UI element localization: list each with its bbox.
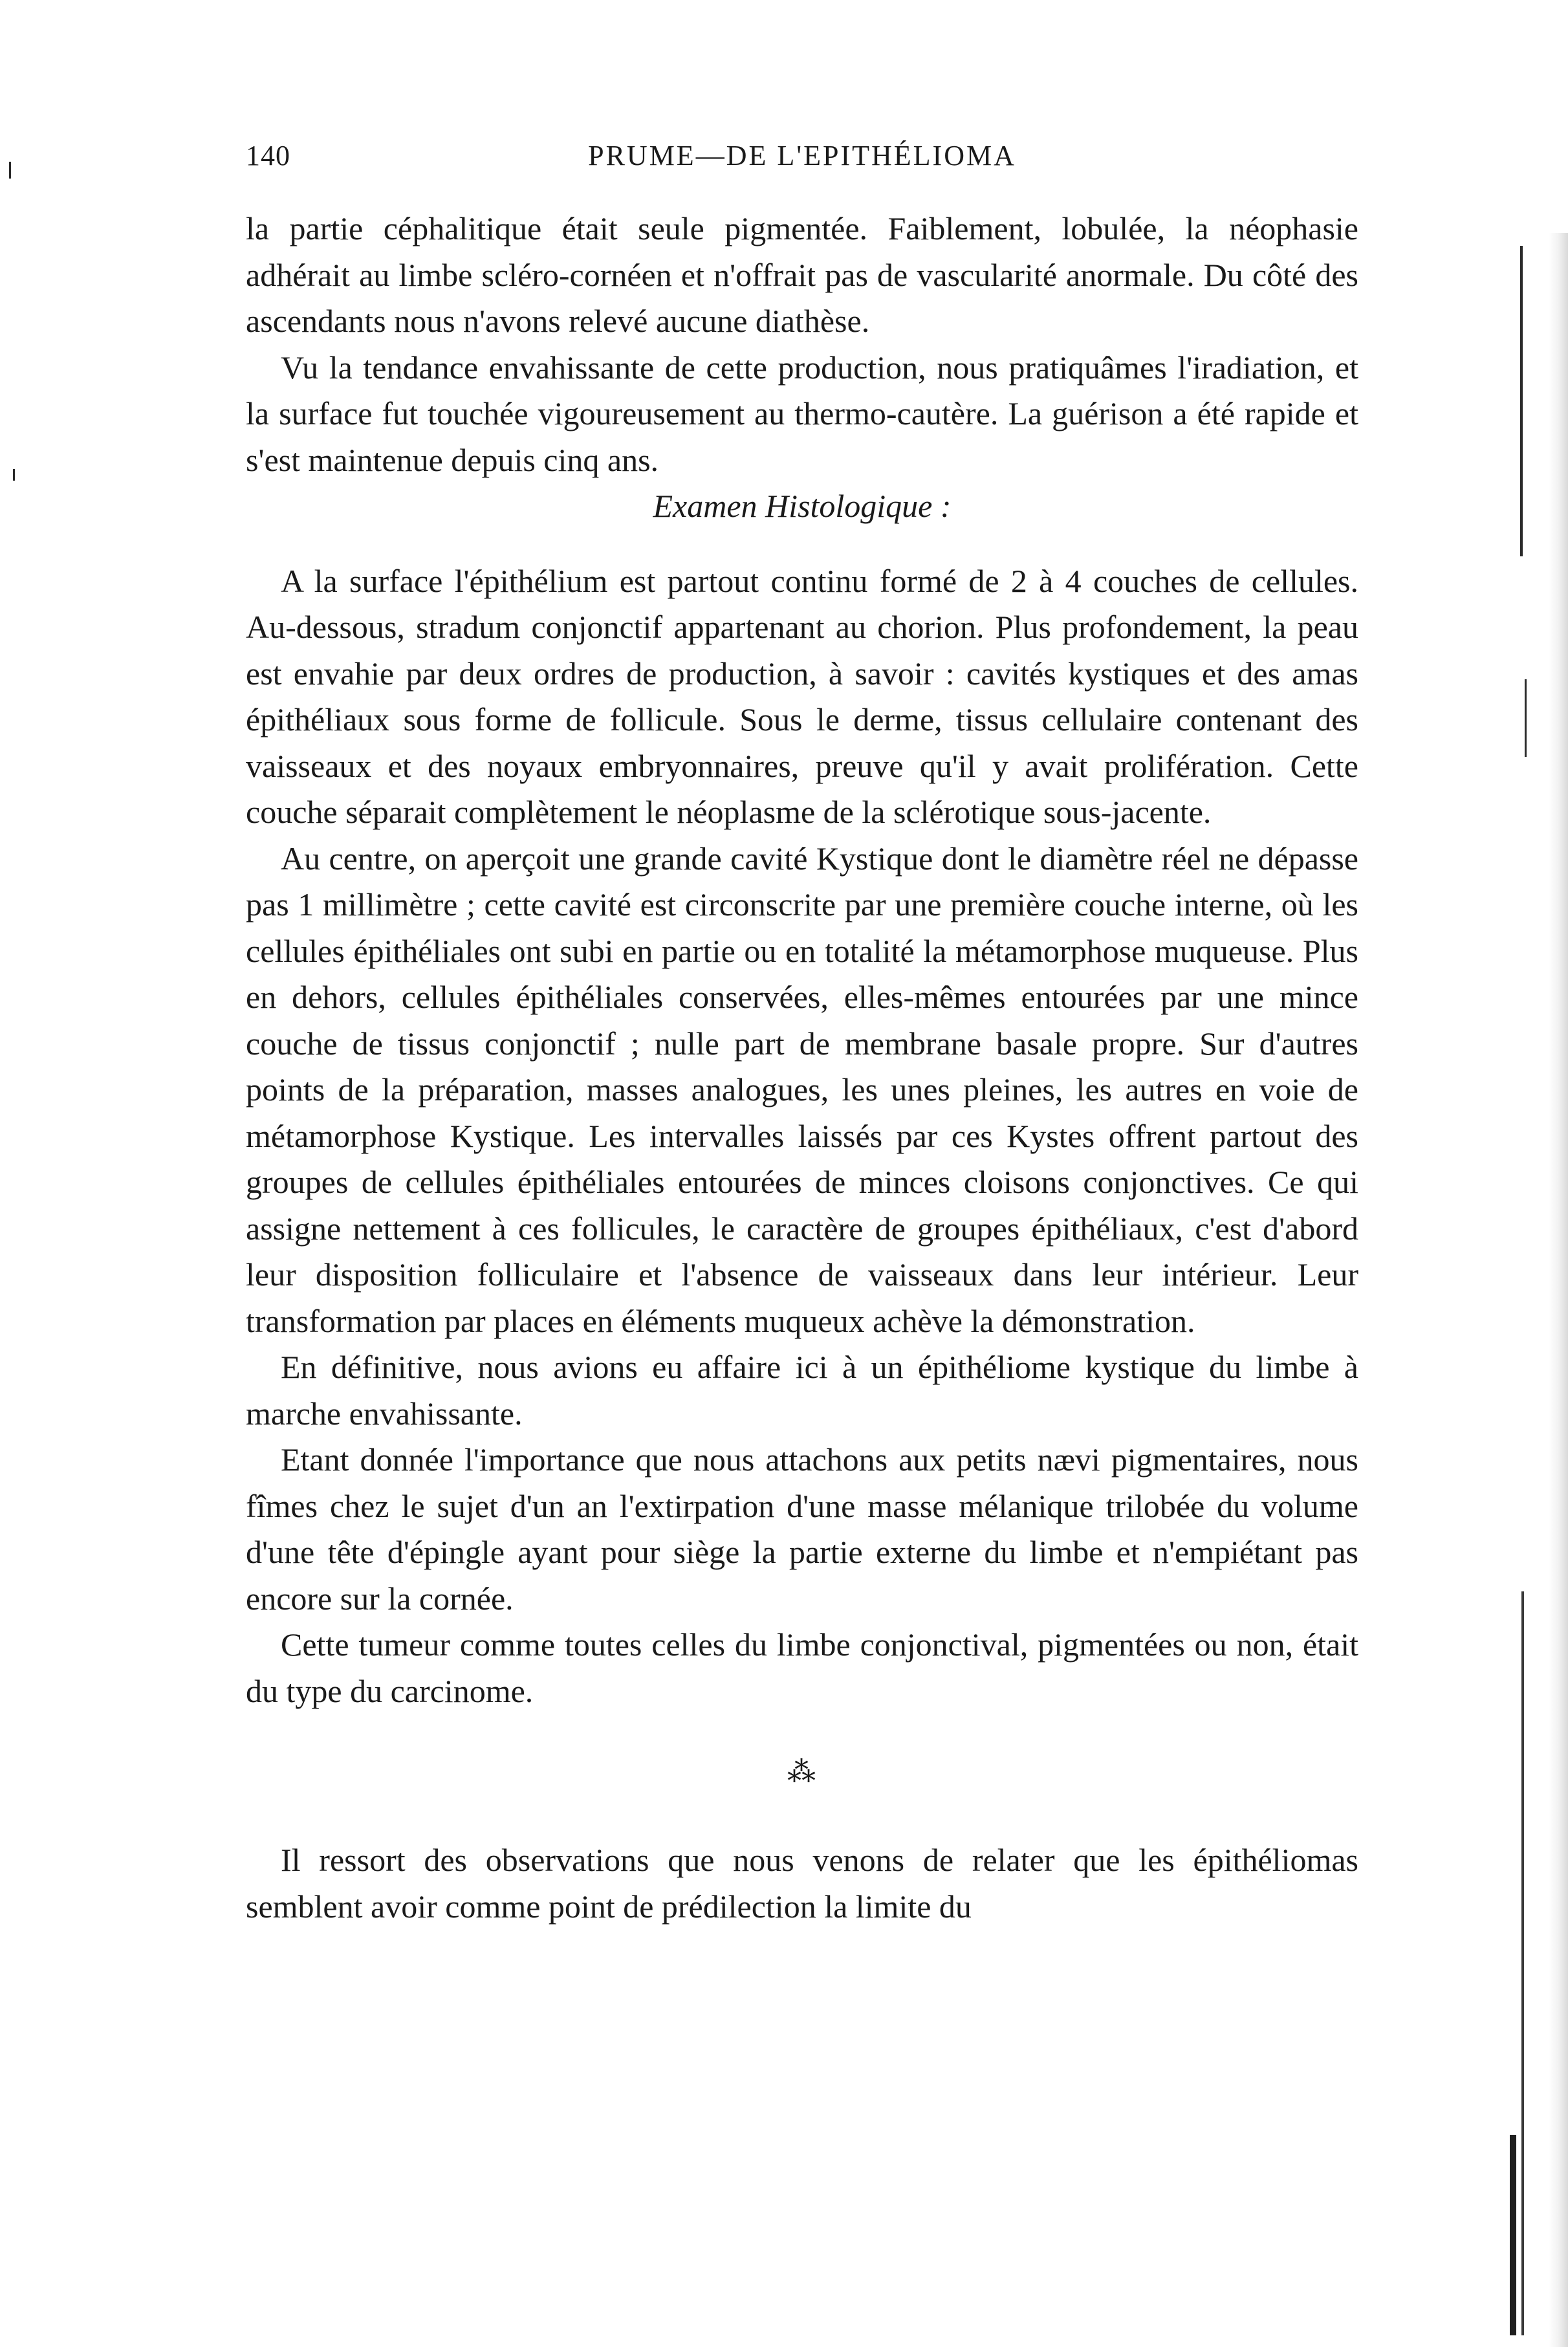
body-text [246,206,1358,1930]
section-title: Examen Histologique : [653,488,952,524]
paragraph-surface: A la surface l'épithélium est partout continu formé de 2 à 4 couches de cellules. Au-dessous, stradum conjonctif appartenant au chorion. Plus profondement, la peau est envahie par deux ordres de production, à savoir : cavités kystiques et des amas épithéliaux sous forme de follicule. Sous le derme, tissus cellulaire contenant des vaisseaux et des noyaux embryonnaires, preuve qu'il y avait prolifération. Cette couche séparait complètement le néoplasme de la sclérotique sous-jacente. [246,562,1358,830]
scan-mark [13,469,15,481]
asterism-divider: ⁂ [787,1756,817,1788]
paragraph-treatment: Vu la tendance envahissante de cette production, nous pratiquâmes l'iradiation, et la surface fut touchée vigoureusement au thermo-cautère. La guérison a été rapide et s'est maintenue depuis cinq ans. [246,349,1358,478]
scan-mark [1525,679,1527,757]
paragraph-definitive: En définitive, nous avions eu affaire ici à un épithéliome kystique du limbe à marche envahissante. [246,1349,1358,1432]
scan-mark [1521,1591,1524,2335]
paragraph-closing: Il ressort des observations que nous venons de relater que les épithéliomas semblent avoir comme point de prédilection la limite du [246,1842,1358,1925]
page-number: 140 [246,140,290,171]
binding-edge-shadow [1549,233,1568,2347]
paragraph-naevi: Etant donnée l'importance que nous attachons aux petits nævi pigmentaires, nous fîmes chez le sujet d'un an l'extirpation d'une masse mélanique trilobée du volume d'une tête d'épingle ayant pour siège la partie externe du limbe et n'empiétant pas encore sur la cornée. [246,1441,1358,1617]
paragraph-continuation: la partie céphalitique était seule pigmentée. Faiblement, lobulée, la néophasie adhérait au limbe scléro-cornéen et n'offrait pas de vascularité anormale. Du côté des ascendants nous n'avons relevé aucune diathèse. [246,210,1358,339]
page-header [246,139,1358,184]
running-head: PRUME—DE L'EPITHÉLIOMA [588,140,1016,171]
scan-mark [1520,246,1523,556]
scan-mark [9,162,11,179]
scan-mark [1510,2135,1516,2335]
paragraph-centre: Au centre, on aperçoit une grande cavité Kystique dont le diamètre réel ne dépasse pas 1 millimètre ; cette cavité est circonscrite par une première couche interne, où les cellules épithéliales ont subi en partie ou en totalité la métamorphose muqueuse. Plus en dehors, cellules épithéliales conservées, elles-mêmes entourées par une mince couche de tissus conjonctif ; nulle part de membrane basale propre. Sur d'autres points de la préparation, masses analogues, les unes pleines, les autres en voie de métamorphose Kystique. Les intervalles laissés par ces Kystes offrent partout des groupes de cellules épithéliales entourées de minces cloisons conjonctives. Ce qui assigne nettement à ces follicules, le caractère de groupes épithéliaux, c'est d'abord leur disposition folliculaire et l'absence de vaisseaux dans leur intérieur. Leur transformation par places en éléments muqueux achève la démonstration. [246,840,1358,1339]
paragraph-tumeur: Cette tumeur comme toutes celles du limbe conjonctival, pigmentées ou non, était du type du carcinome. [246,1626,1358,1709]
